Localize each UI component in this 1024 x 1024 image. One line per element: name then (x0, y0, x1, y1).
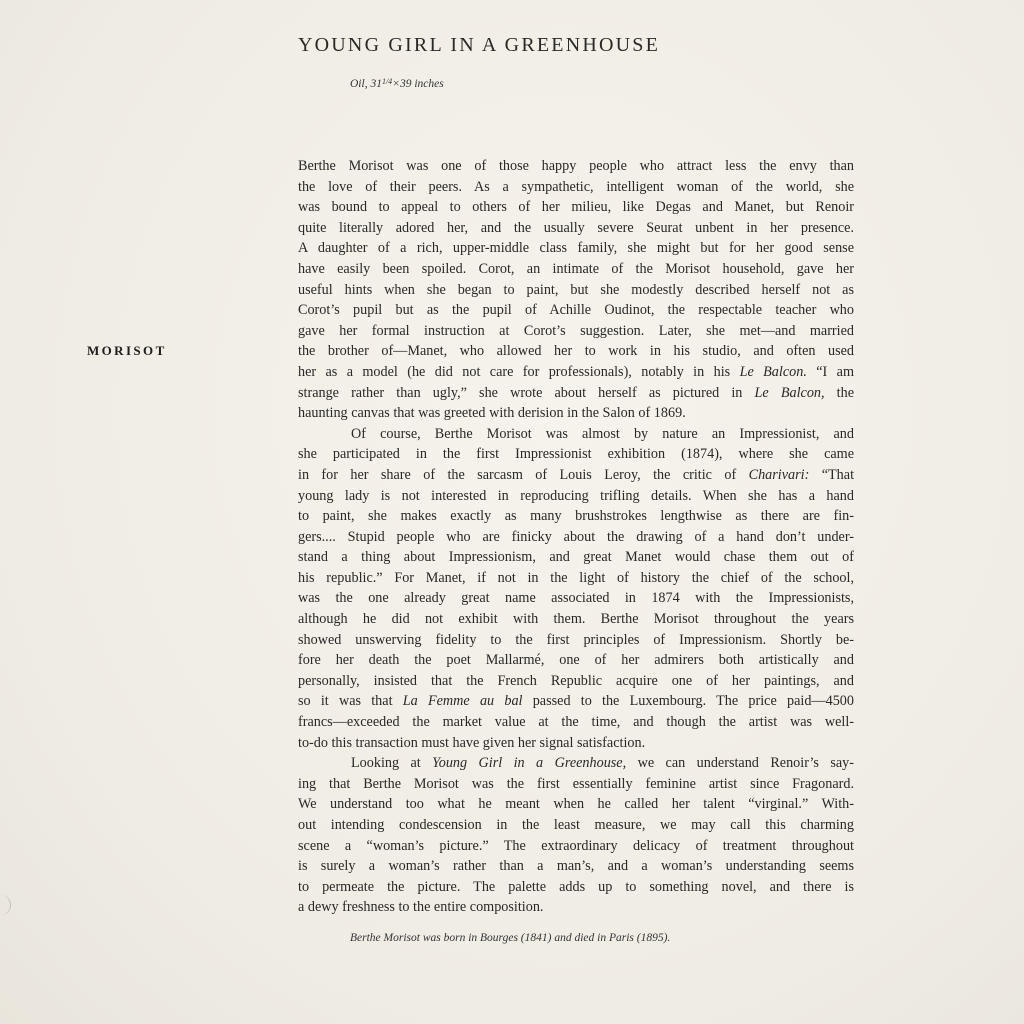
text-line-mixed (298, 753, 854, 774)
text-run: the (824, 384, 855, 401)
text-run: “I am (806, 363, 855, 380)
italic-title-young-girl: Young Girl in a Greenhouse, (432, 755, 627, 772)
text-line: is surely a woman’s rather than a man’s, and a woman’s understanding seems (298, 858, 854, 875)
text-line: Berthe Morisot was one of those happy people who attract less the envy than (298, 158, 854, 174)
text-line: useful hints when she began to paint, but she modestly described herself not as (298, 281, 854, 298)
italic-title-charivari: Charivari: (748, 466, 810, 483)
text-line: to paint, she makes exactly as many brushstrokes lengthwise as there are fin- (298, 508, 854, 525)
text-line: stand a thing about Impressionism, and great Manet would chase them out of (298, 549, 854, 566)
artist-name: MORISOT (87, 343, 167, 358)
text-line: fore her death the poet Mallarmé, one of her admirers both artistically and (298, 652, 854, 669)
text-line-mixed (298, 383, 854, 404)
italic-title-le-balcon: Le Balcon, (754, 384, 825, 401)
text-run: Looking at (351, 755, 433, 772)
text-line: to permeate the picture. The palette adds up to something novel, and there is (298, 878, 854, 895)
text-run: so it was that (298, 693, 403, 710)
text-line: francs—exceeded the market value at the time, and though the artist was well- (298, 714, 854, 731)
text-line: quite literally adored her, and the usually severe Seurat unbent in her presence. (298, 219, 854, 236)
italic-title-le-balcon: Le Balcon. (739, 363, 807, 380)
text-line: a dewy freshness to the entire composition. (298, 899, 544, 916)
text-line: Of course, Berthe Morisot was almost by nature an Impressionist, and (351, 425, 854, 442)
italic-title-la-femme-au-bal: La Femme au bal (402, 693, 523, 710)
text-line: A daughter of a rich, upper-middle class family, she might but for her good sense (298, 240, 854, 257)
text-line-mixed (298, 465, 854, 486)
essay-body (298, 156, 854, 918)
text-line: she participated in the first Impressionist exhibition (1874), where she came (298, 446, 854, 463)
text-line: have easily been spoiled. Corot, an intimate of the Morisot household, gave her (298, 260, 854, 277)
text-line: young lady is not interested in reproducing trifling details. When she has a hand (298, 487, 854, 504)
subtitle-suffix: ×39 inches (392, 78, 444, 90)
text-run: “That (809, 466, 855, 483)
painting-title: YOUNG GIRL IN A GREENHOUSE (298, 34, 661, 56)
text-run: her as a model (he did not care for professionals), notably in his (298, 363, 740, 380)
subtitle-prefix: Oil, 31 (350, 78, 382, 90)
text-line: scene a “woman’s picture.” The extraordinary delicacy of treatment throughout (298, 837, 854, 854)
subtitle-fraction: 1/4 (381, 77, 393, 86)
text-run: we can understand Renoir’s say- (626, 755, 854, 772)
text-line: the brother of—Manet, who allowed her to work in his studio, and often used (298, 343, 854, 360)
text-line-mixed (298, 691, 854, 712)
text-line: the love of their peers. As a sympathetic, intelligent woman of the world, she (298, 178, 854, 195)
text-line: showed unswerving fidelity to the first principles of Impressionism. Shortly be- (298, 631, 854, 648)
text-line: gave her formal instruction at Corot’s suggestion. Later, she met—and married (298, 322, 854, 339)
text-run: in for her share of the sarcasm of Louis Leroy, the critic of (298, 466, 749, 483)
text-line: gers.... Stupid people who are finicky about the drawing of a hand don’t under- (298, 528, 854, 545)
text-line-mixed (298, 362, 854, 383)
text-line: although he did not exhibit with them. Berthe Morisot throughout the years (298, 611, 854, 628)
text-line: haunting canvas that was greeted with derision in the Salon of 1869. (298, 405, 686, 422)
text-line: to-do this transaction must have given her signal satisfaction. (298, 734, 646, 751)
text-run: passed to the Luxembourg. The price paid—4500 (522, 693, 854, 710)
text-line: personally, insisted that the French Republic acquire one of her paintings, and (298, 672, 854, 689)
text-line: ing that Berthe Morisot was the first essentially feminine artist since Fragonard. (298, 775, 854, 792)
painting-medium-dimensions (350, 77, 444, 90)
text-line: was bound to appeal to others of her milieu, like Degas and Manet, but Renoir (298, 199, 854, 216)
text-line: We understand too what he meant when he called her talent “virginal.” With- (298, 796, 854, 813)
text-line: Corot’s pupil but as the pupil of Achille Oudinot, the respectable teacher who (298, 302, 854, 319)
text-line: was the one already great name associated in 1874 with the Impressionists, (298, 590, 854, 607)
text-line: out intending condescension in the least measure, we may call this charming (298, 817, 854, 833)
artist-dates-footnote: Berthe Morisot was born in Bourges (1841) and died in Paris (1895). (350, 932, 671, 944)
text-line: his republic.” For Manet, if not in the light of history the chief of the school, (298, 569, 854, 586)
text-run: strange rather than ugly,” she wrote about herself as pictured in (298, 384, 755, 401)
